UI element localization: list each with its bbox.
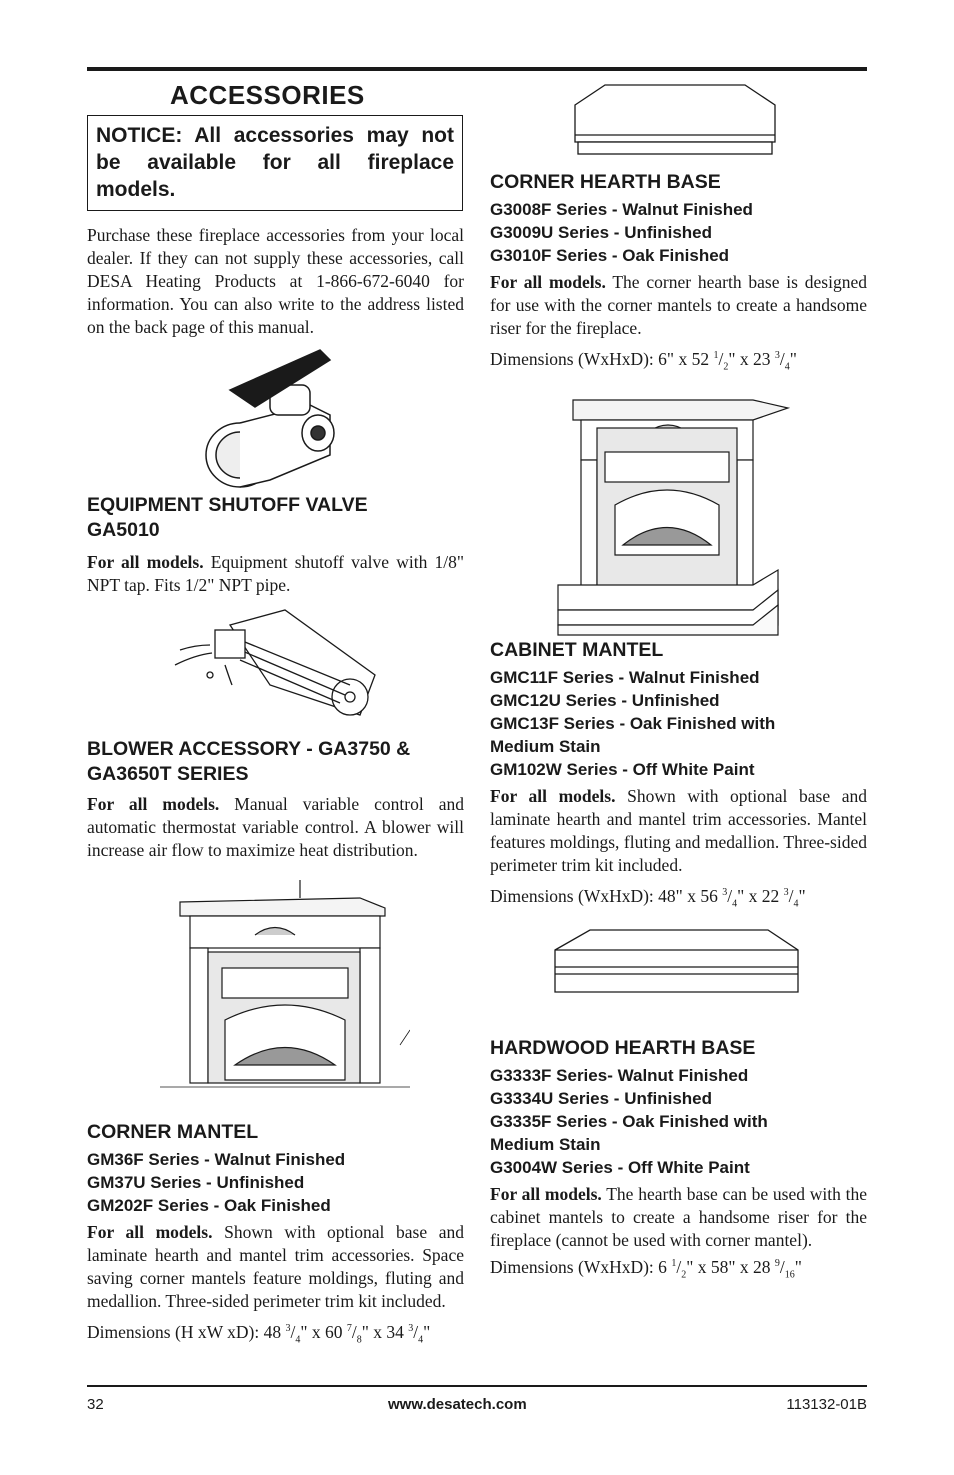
hardwood-hearth-dimensions: Dimensions (WxHxD): 6 $^1/_2$" x 58" x 28 $^9/_{16}$" <box>490 1256 802 1281</box>
shutoff-valve-image <box>200 345 350 490</box>
for-all-label: For all models. <box>490 786 616 806</box>
frac-den: 4 <box>418 1334 424 1346</box>
blower-text <box>87 793 464 862</box>
hardwood-hearth-image <box>550 922 800 1002</box>
corner-hearth-section <box>490 170 867 378</box>
footer-url[interactable]: www.desatech.com <box>388 1396 527 1413</box>
dims-end: " <box>423 1321 431 1342</box>
hardwood-hearth-series-1: G3333F Series- Walnut Finished <box>490 1066 749 1085</box>
document-number: 113132-01B <box>786 1396 867 1413</box>
frac-den: 4 <box>784 361 790 373</box>
frac-den: 4 <box>295 1334 301 1346</box>
dims-end: " <box>789 348 797 369</box>
frac-num: 3 <box>285 1323 291 1334</box>
corner-hearth-dimensions: Dimensions (WxHxD): 6" x 52 $^1/_2$" x 23 $^3/_4$" <box>490 348 797 373</box>
blower-heading-2: GA3650T SERIES <box>87 763 249 785</box>
corner-mantel-dimensions: Dimensions (H xW xD): 48 $^3/_4$" x 60 $^7/_8$" x 34 $^3/_4$" <box>87 1321 431 1346</box>
hardwood-hearth-section <box>490 1036 867 1286</box>
dims-sep: " x 34 <box>361 1321 409 1342</box>
blower-section <box>87 737 464 862</box>
dims-end: " <box>798 885 806 906</box>
cabinet-mantel-series-4: Medium Stain <box>490 737 601 756</box>
frac-num: 1 <box>671 1258 677 1269</box>
corner-hearth-text <box>490 271 867 340</box>
frac-den: 2 <box>723 361 729 373</box>
corner-mantel-desc: Shown with optional base and laminate hearth and mantel trim accessories. Space saving corner mantels feature moldings, fluting and medallion. Three-sided perimeter trim kit included. <box>87 1222 464 1311</box>
cabinet-mantel-heading: CABINET MANTEL <box>490 639 664 661</box>
for-all-label: For all models. <box>87 1222 213 1242</box>
hardwood-hearth-series-5: G3004W Series - Off White Paint <box>490 1158 750 1177</box>
cabinet-mantel-series-1: GMC11F Series - Walnut Finished <box>490 668 760 687</box>
intro-text: Purchase these fireplace accessories from your local dealer. If they can not supply these accessories, call DESA Heating Products at 1-866-672-6040 for information. You can also write to the address listed on the back page of this manual. <box>87 225 464 337</box>
dims-sep: " x 22 <box>737 885 784 906</box>
valve-desc: Equipment shutoff valve with 1/8" NPT tap. Fits 1/2" NPT pipe. <box>87 552 464 595</box>
dims-label: Dimensions (WxHxD): 6" x 52 <box>490 348 714 369</box>
hardwood-hearth-series-2: G3334U Series - Unfinished <box>490 1089 713 1108</box>
dims-end: " <box>794 1256 802 1277</box>
cabinet-mantel-series-2: GMC12U Series - Unfinished <box>490 691 720 710</box>
corner-hearth-image <box>570 80 780 160</box>
valve-heading-1: EQUIPMENT SHUTOFF VALVE <box>87 494 368 516</box>
top-rule <box>87 67 867 71</box>
hardwood-hearth-series-4: Medium Stain <box>490 1135 601 1154</box>
page-title: ACCESSORIES <box>170 80 365 110</box>
frac-den: 4 <box>793 898 799 910</box>
corner-mantel-series-3: GM202F Series - Oak Finished <box>87 1196 331 1215</box>
hardwood-hearth-desc: The hearth base can be used with the cabinet mantels to create a handsome riser for the fireplace (cannot be used with corner mantel). <box>490 1184 867 1250</box>
corner-mantel-text <box>87 1221 464 1313</box>
dims-sep: " x 58" x 28 <box>686 1256 775 1277</box>
corner-mantel-series-2: GM37U Series - Unfinished <box>87 1173 305 1192</box>
frac-num: 3 <box>722 887 728 898</box>
frac-den: 2 <box>681 1269 687 1281</box>
cabinet-mantel-image <box>553 380 793 638</box>
corner-hearth-series-1: G3008F Series - Walnut Finished <box>490 200 753 219</box>
intro-block <box>87 224 464 339</box>
blower-heading-1: BLOWER ACCESSORY - GA3750 & <box>87 738 411 760</box>
frac-num: 3 <box>774 350 780 361</box>
for-all-label: For all models. <box>490 1184 602 1204</box>
for-all-label: For all models. <box>87 552 204 572</box>
notice-box: NOTICE: All accessories may not be available for all fireplace models. <box>87 115 463 211</box>
dims-sep: " x 60 <box>300 1321 347 1342</box>
frac-num: 1 <box>713 350 719 361</box>
for-all-label: For all models. <box>490 272 606 292</box>
hardwood-hearth-heading: HARDWOOD HEARTH BASE <box>490 1037 756 1059</box>
blower-image <box>170 605 380 725</box>
hardwood-hearth-text <box>490 1183 867 1252</box>
cabinet-mantel-desc: Shown with optional base and laminate hearth and mantel trim accessories. Mantel features moldings, fluting and medallion. Three-sided perimeter trim kit included. <box>490 786 867 875</box>
cabinet-mantel-dimensions: Dimensions (WxHxD): 48" x 56 $^3/_4$" x 22 $^3/_4$" <box>490 885 806 910</box>
dims-label: Dimensions (H xW xD): 48 <box>87 1321 282 1342</box>
cabinet-mantel-section <box>490 638 867 915</box>
frac-den: 4 <box>732 898 738 910</box>
frac-num: 9 <box>774 1258 780 1269</box>
dims-label: Dimensions (WxHxD): 48" x 56 <box>490 885 723 906</box>
frac-den: 8 <box>356 1334 362 1346</box>
frac-den: 16 <box>784 1269 795 1281</box>
corner-hearth-heading: CORNER HEARTH BASE <box>490 171 721 193</box>
frac-num: 3 <box>408 1323 414 1334</box>
corner-mantel-series-1: GM36F Series - Walnut Finished <box>87 1150 346 1169</box>
cabinet-mantel-series-5: GM102W Series - Off White Paint <box>490 760 755 779</box>
frac-num: 3 <box>783 887 789 898</box>
valve-heading-2: GA5010 <box>87 519 160 541</box>
blower-desc: Manual variable control and automatic thermostat variable control. A blower will increase air flow to maximize heat distribution. <box>87 794 464 860</box>
page-number: 32 <box>87 1396 104 1413</box>
corner-mantel-heading: CORNER MANTEL <box>87 1121 259 1143</box>
frac-num: 7 <box>346 1323 352 1334</box>
valve-text <box>87 551 464 597</box>
cabinet-mantel-text <box>490 785 867 877</box>
bottom-rule <box>87 1385 867 1387</box>
valve-section <box>87 493 464 597</box>
cabinet-mantel-series-3: GMC13F Series - Oak Finished with <box>490 714 776 733</box>
corner-hearth-series-3: G3010F Series - Oak Finished <box>490 246 730 265</box>
dims-sep: " x 23 <box>728 348 775 369</box>
for-all-label: For all models. <box>87 794 220 814</box>
corner-hearth-series-2: G3009U Series - Unfinished <box>490 223 713 242</box>
dims-label: Dimensions (WxHxD): 6 <box>490 1256 672 1277</box>
hardwood-hearth-series-3: G3335F Series - Oak Finished with <box>490 1112 768 1131</box>
corner-mantel-section <box>87 1120 464 1351</box>
corner-mantel-image <box>160 880 410 1115</box>
corner-hearth-desc: The corner hearth base is designed for use with the corner mantels to create a handsome riser for the fireplace. <box>490 272 867 338</box>
